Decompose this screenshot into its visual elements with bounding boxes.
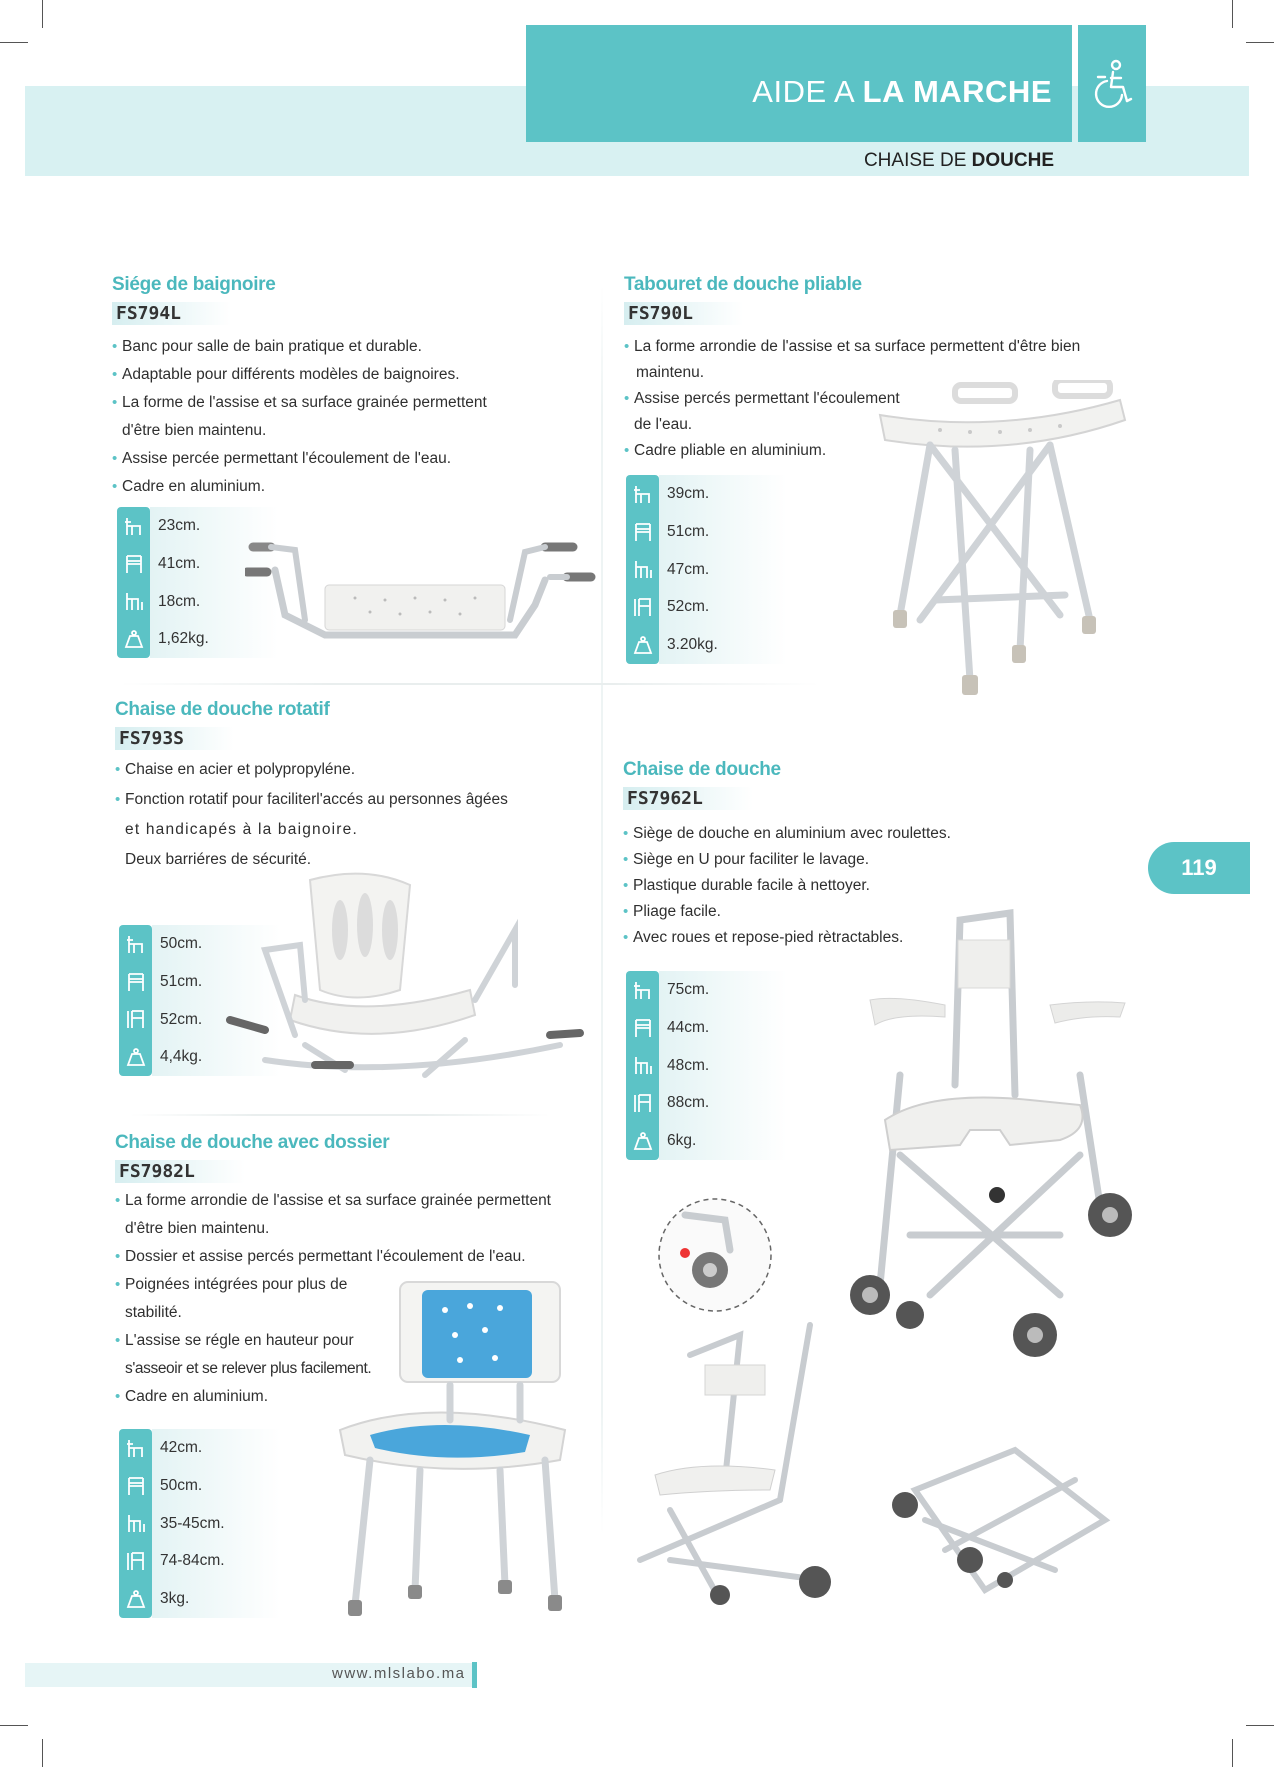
feature-item: • Adaptable pour différents modèles de baignoires.: [112, 365, 592, 385]
spec-value: 3.20kg.: [659, 626, 787, 664]
seat-width-icon: [119, 963, 152, 1001]
product-code: FS7982L: [115, 1160, 245, 1183]
feature-item: s'asseoir et se relever plus facilement.: [125, 1360, 372, 1377]
bath-seat-image: [245, 530, 605, 655]
footer-url[interactable]: www.mlslabo.ma: [332, 1665, 466, 1682]
spec-value: 23cm.: [150, 507, 278, 545]
product-code: FS7962L: [623, 787, 753, 810]
product-code: FS790L: [624, 302, 743, 325]
feature-item: • Fonction rotatif pour faciliterl'accés au personnes âgées: [115, 790, 585, 810]
column-divider: [601, 285, 603, 1535]
feature-item: • La forme arrondie de l'assise et sa surface permettent d'être bien: [624, 337, 1164, 357]
seat-depth-icon: [626, 1047, 659, 1085]
shower-chair-backrest-image: [330, 1280, 580, 1620]
crop-mark: [1232, 1739, 1233, 1767]
spec-value: 1,62kg.: [150, 620, 278, 658]
seat-height-icon: [626, 475, 659, 513]
spec-value: 47cm.: [659, 551, 787, 589]
spec-value: 75cm.: [659, 971, 787, 1009]
weight-icon: [119, 1038, 152, 1076]
seat-height-icon: [626, 971, 659, 1009]
feature-item: de l'eau.: [634, 416, 693, 433]
spec-value: 88cm.: [659, 1084, 787, 1122]
section-divider: [130, 1114, 550, 1116]
spec-value: 41cm.: [150, 545, 278, 583]
feature-item: maintenu.: [636, 364, 705, 381]
crop-mark: [1246, 1725, 1274, 1726]
feature-item: • Pliage facile.: [623, 902, 1163, 922]
feature-item: • Cadre pliable en aluminium.: [624, 441, 1164, 461]
feature-item: d'être bien maintenu.: [125, 1220, 270, 1237]
feature-item: • La forme de l'assise et sa surface grainée permettent: [112, 393, 592, 413]
product-code: FS793S: [115, 727, 234, 750]
spec-value: 50cm.: [152, 925, 280, 963]
feature-item: et handicapés à la baignoire.: [125, 821, 359, 838]
wheeled-shower-chair-image: [850, 905, 1140, 1375]
feature-item: • Assise percée permettant l'écoulement de l'eau.: [112, 449, 592, 469]
spec-value: 44cm.: [659, 1009, 787, 1047]
seat-depth-icon: [119, 1505, 152, 1543]
product-name: Chaise de douche avec dossier: [115, 1132, 390, 1153]
spec-value: 3kg.: [152, 1580, 280, 1618]
spec-value: 6kg.: [659, 1122, 787, 1160]
crop-mark: [1246, 42, 1274, 43]
seat-width-icon: [626, 513, 659, 551]
folded-chair-side-image: [630, 1320, 850, 1605]
total-height-icon: [119, 1542, 152, 1580]
folding-stool-image: [860, 380, 1150, 695]
feature-list: [115, 760, 585, 870]
crop-mark: [1232, 0, 1233, 28]
weight-icon: [119, 1580, 152, 1618]
feature-item: • Plastique durable facile à nettoyer.: [623, 876, 1163, 896]
total-height-icon: [626, 1084, 659, 1122]
crop-mark: [42, 0, 43, 28]
spec-value: 42cm.: [152, 1429, 280, 1467]
feature-item: • L'assise se régle en hauteur pour: [115, 1331, 595, 1351]
product-name: Chaise de douche: [623, 759, 781, 780]
feature-item: • Banc pour salle de bain pratique et durable.: [112, 337, 592, 357]
page-number: 119: [1148, 842, 1250, 894]
spec-value: 74-84cm.: [152, 1542, 280, 1580]
weight-icon: [117, 620, 150, 658]
seat-depth-icon: [626, 551, 659, 589]
spec-value: 4,4kg.: [152, 1038, 280, 1076]
section-divider: [120, 683, 820, 685]
feature-item: • Cadre en aluminium.: [115, 1387, 595, 1407]
seat-width-icon: [626, 1009, 659, 1047]
category-title: AIDE A LA MARCHE: [752, 74, 1052, 109]
product-name: Siége de baignoire: [112, 274, 276, 295]
feature-item: • Siège en U pour faciliter le lavage.: [623, 850, 1163, 870]
spec-value: 52cm.: [152, 1001, 280, 1039]
seat-depth-icon: [117, 583, 150, 621]
spec-value: 51cm.: [659, 513, 787, 551]
spec-value: 50cm.: [152, 1467, 280, 1505]
crop-mark: [42, 1739, 43, 1767]
feature-item: d'être bien maintenu.: [122, 422, 267, 439]
weight-icon: [626, 1122, 659, 1160]
product-fs793s: [115, 699, 585, 878]
feature-item: • Avec roues et repose-pied rètractables.: [623, 928, 1163, 948]
caster-detail-image: [655, 1195, 775, 1315]
category-icon-box: [1078, 25, 1146, 142]
footer-accent: [472, 1662, 477, 1688]
feature-item: • Poignées intégrées pour plus de: [115, 1275, 595, 1295]
feature-item: • Cadre en aluminium.: [112, 477, 592, 497]
spec-value: 48cm.: [659, 1047, 787, 1085]
feature-item: • Dossier et assise percés permettant l'écoulement de l'eau.: [115, 1247, 595, 1267]
weight-icon: [626, 626, 659, 664]
wheelchair-icon: [1078, 25, 1146, 142]
seat-height-icon: [117, 507, 150, 545]
rotating-shower-chair-image: [225, 870, 595, 1095]
product-code: FS794L: [112, 302, 231, 325]
spec-value: 39cm.: [659, 475, 787, 513]
feature-item: • Siège de douche en aluminium avec roulettes.: [623, 824, 1163, 844]
crop-mark: [0, 42, 28, 43]
seat-width-icon: [117, 545, 150, 583]
spec-value: 18cm.: [150, 583, 278, 621]
spec-value: 35-45cm.: [152, 1505, 280, 1543]
spec-value: 51cm.: [152, 963, 280, 1001]
product-fs794l: [112, 274, 592, 505]
seat-width-icon: [119, 1467, 152, 1505]
feature-item: • Chaise en acier et polypropyléne.: [115, 760, 585, 780]
crop-mark: [0, 1725, 28, 1726]
subcategory-title: CHAISE DE DOUCHE: [863, 150, 1054, 171]
feature-item: • Assise percés permettant l'écoulement: [624, 389, 1164, 409]
total-height-icon: [119, 1001, 152, 1039]
product-name: Chaise de douche rotatif: [115, 699, 330, 720]
seat-height-icon: [119, 1429, 152, 1467]
total-height-icon: [626, 588, 659, 626]
feature-list: [112, 337, 592, 497]
feature-item: stabilité.: [125, 1304, 182, 1321]
folded-chair-flat-image: [885, 1440, 1115, 1600]
product-name: Tabouret de douche pliable: [624, 274, 862, 295]
feature-item: • La forme arrondie de l'assise et sa surface grainée permettent: [115, 1191, 595, 1211]
seat-height-icon: [119, 925, 152, 963]
feature-item: Deux barriéres de sécurité.: [125, 851, 312, 868]
spec-value: 52cm.: [659, 588, 787, 626]
